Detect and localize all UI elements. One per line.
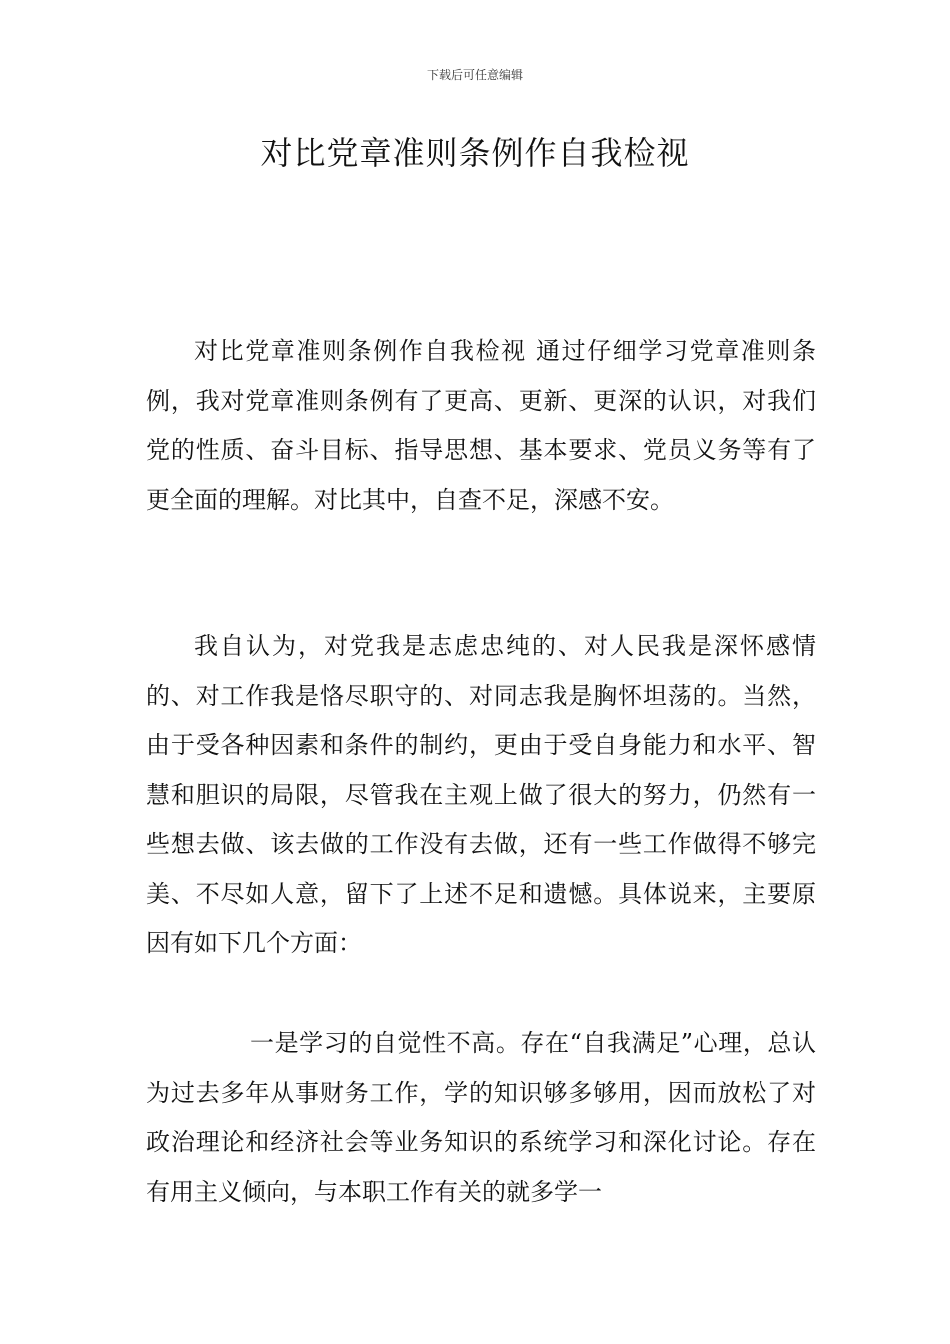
paragraph-1: 对比党章准则条例作自我检视 通过仔细学习党章准则条例，我对党章准则条例有了更高、更新、更深的认识，对我们党的性质、奋斗目标、指导思想、基本要求、党员义务等有了更全面的理解。对比其中，自查不足，深感不安。 bbox=[146, 337, 816, 514]
document-title: 对比党章准则条例作自我检视 bbox=[260, 134, 690, 172]
paragraph-3: 一是学习的自觉性不高。存在“自我满足”心理，总认为过去多年从事财务工作，学的知识够多够用，因而放松了对政治理论和经济社会等业务知识的系统学习和深化讨论。存在有用主义倾向，与本职工作有关的就多学一 bbox=[146, 1029, 816, 1206]
paragraph-2: 我自认为，对党我是志虑忠纯的、对人民我是深怀感情的、对工作我是恪尽职守的、对同志我是胸怀坦荡的。当然，由于受各种因素和条件的制约，更由于受自身能力和水平、智慧和胆识的局限，尽管我在主观上做了很大的努力，仍然有一些想去做、该去做的工作没有去做，还有一些工作做得不够完美、不尽如人意，留下了上述不足和遗憾。具体说来，主要原因有如下几个方面： bbox=[146, 632, 816, 957]
header-note: 下载后可任意编辑 bbox=[426, 68, 523, 82]
